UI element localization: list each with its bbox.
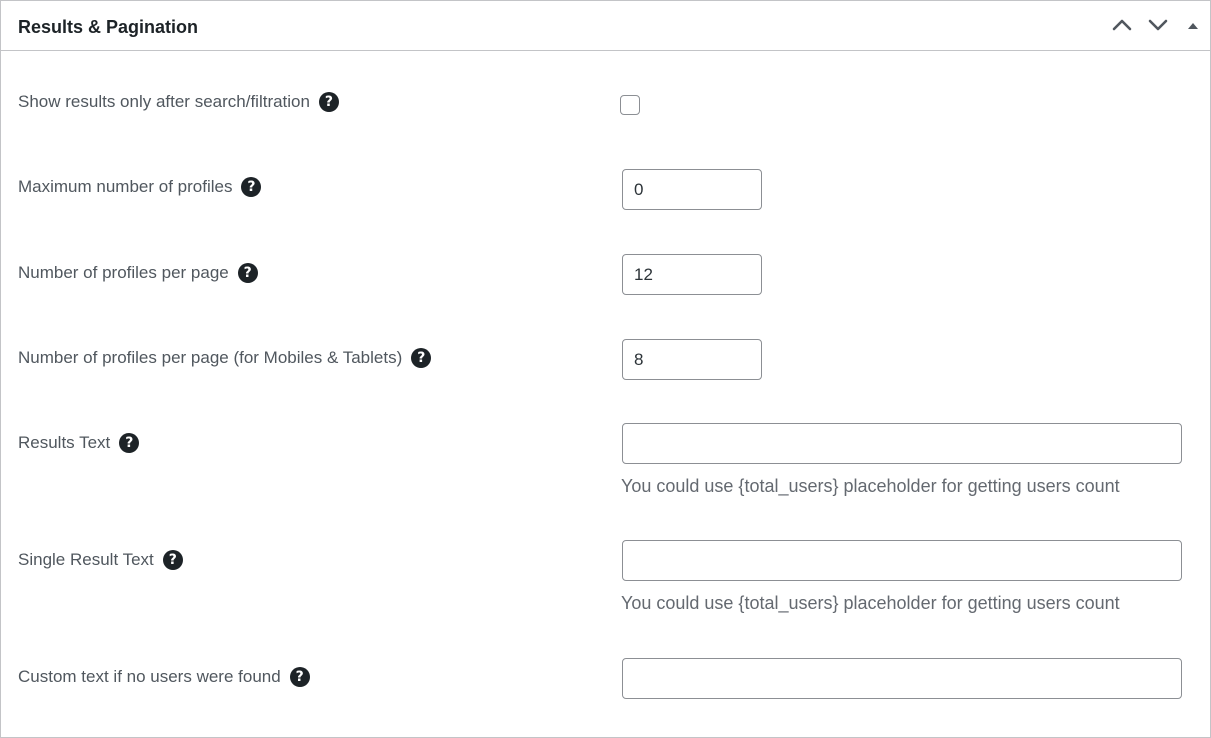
- results-text-input[interactable]: [622, 423, 1182, 464]
- no-users-text-input[interactable]: [622, 658, 1182, 699]
- help-icon[interactable]: ?: [319, 92, 339, 112]
- profiles-per-page-mobile-label: Number of profiles per page (for Mobiles & Tablets): [18, 348, 403, 367]
- profiles-per-page-input[interactable]: [622, 254, 762, 295]
- help-icon[interactable]: ?: [163, 550, 183, 570]
- show-results-after-search-checkbox[interactable]: [620, 95, 640, 115]
- show-results-after-search-label: Show results only after search/filtration: [18, 92, 310, 111]
- results-text-label: Results Text: [18, 433, 111, 452]
- profiles-per-page-mobile-row: [18, 347, 431, 369]
- profiles-per-page-mobile-input[interactable]: [622, 339, 762, 380]
- help-icon[interactable]: ?: [238, 263, 258, 283]
- move-down-button[interactable]: [1147, 14, 1169, 36]
- no-users-text-row: [18, 666, 310, 688]
- results-text-hint: You could use {total_users} placeholder for getting users count: [621, 476, 1120, 496]
- single-result-text-input[interactable]: [622, 540, 1182, 581]
- toggle-panel-button[interactable]: [1182, 14, 1204, 36]
- help-icon[interactable]: ?: [290, 667, 310, 687]
- single-result-text-row: [18, 549, 183, 571]
- panel-title: Results & Pagination: [18, 17, 199, 37]
- profiles-per-page-label: Number of profiles per page: [18, 263, 229, 282]
- max-profiles-row: [18, 176, 261, 198]
- max-profiles-label: Maximum number of profiles: [18, 177, 233, 196]
- results-text-row: [18, 432, 139, 454]
- max-profiles-input[interactable]: [622, 169, 762, 210]
- chevron-up-icon: [1112, 18, 1132, 32]
- triangle-up-icon: [1186, 20, 1200, 30]
- profiles-per-page-row: [18, 262, 258, 284]
- help-icon[interactable]: ?: [411, 348, 431, 368]
- single-result-text-hint: You could use {total_users} placeholder for getting users count: [621, 593, 1120, 613]
- show-results-after-search-row: [18, 91, 339, 113]
- help-icon[interactable]: ?: [241, 177, 261, 197]
- no-users-text-label: Custom text if no users were found: [18, 667, 281, 686]
- panel-header: [1, 1, 1210, 51]
- help-icon[interactable]: ?: [119, 433, 139, 453]
- chevron-down-icon: [1148, 18, 1168, 32]
- move-up-button[interactable]: [1111, 14, 1133, 36]
- single-result-text-label: Single Result Text: [18, 550, 154, 569]
